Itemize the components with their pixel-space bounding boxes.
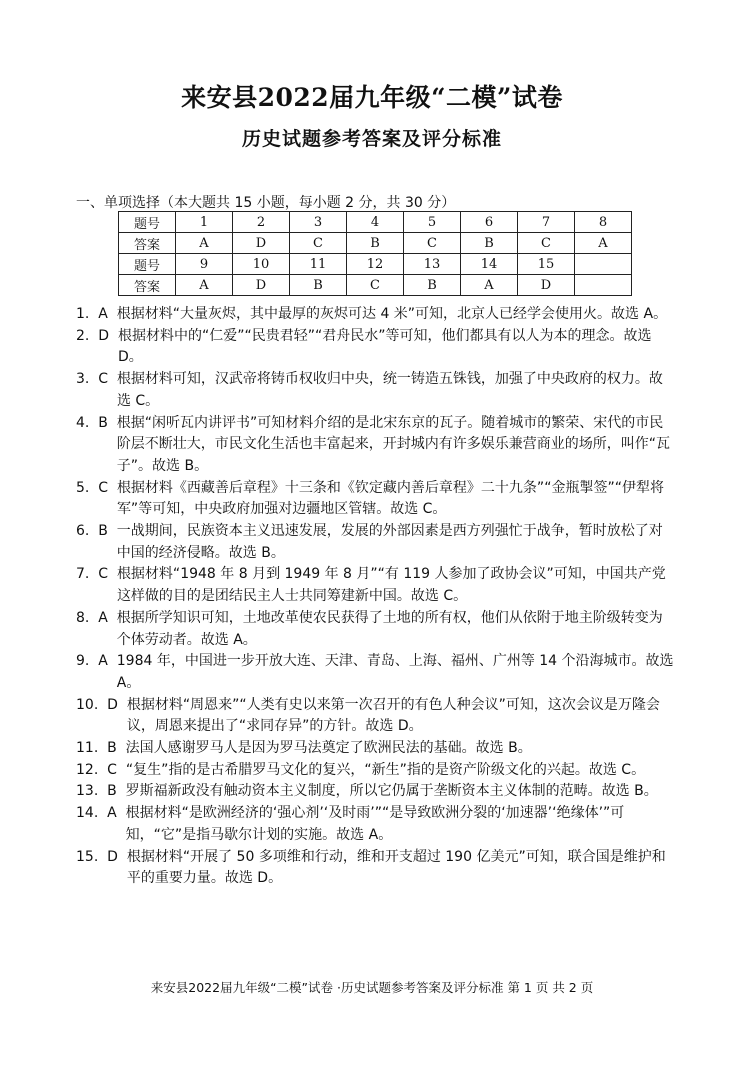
- answer-table-cell: [575, 275, 632, 296]
- page-footer: 来安县2022届九年级“二模”试卷 ·历史试题参考答案及评分标准 第 1 页 共 2 页: [150, 980, 594, 995]
- answer-item: [76, 803, 674, 846]
- answer-item-number: 13. B: [76, 783, 126, 800]
- answer-item-text: 根据材料“开展了 50 多项维和行动，维和开支超过 190 亿美元”可知，联合国是维护和平的重要力量。故选 D。: [126, 848, 666, 887]
- answer-item: [76, 326, 674, 369]
- answer-item-number: 15. D: [76, 848, 127, 865]
- answer-item: [76, 413, 674, 478]
- answer-item: [76, 738, 674, 760]
- answer-table-cell: D: [518, 275, 575, 296]
- answer-item-number: 6. B: [76, 523, 117, 540]
- answer-table-cell: B: [290, 275, 347, 296]
- answer-table-cell: 11: [290, 254, 347, 275]
- answer-table-cell: 13: [404, 254, 461, 275]
- answer-table-row-header: 题号: [119, 254, 176, 275]
- answer-item-number: 4. B: [76, 414, 117, 431]
- answer-table-cell: 12: [347, 254, 404, 275]
- answer-item-text: 根据材料“是欧洲经济的‘强心剂’‘及时雨’”“是导致欧洲分裂的‘加速器’‘绝缘体’”可知，“它”是指马歇尔计划的实施。故选 A。: [125, 805, 625, 843]
- answer-table-cell: 10: [233, 254, 290, 275]
- answer-item: [76, 564, 674, 607]
- answer-table-cell: A: [176, 233, 233, 254]
- answer-item-text: 根据材料“大量灰烬，其中最厚的灰烬可达 4 米”可知，北京人已经学会使用火。故选 A。: [116, 306, 668, 322]
- answer-table-cell: 2: [233, 212, 290, 233]
- answer-item-number: 2. D: [76, 327, 118, 344]
- answer-table-cell: D: [233, 275, 290, 296]
- answer-table-cell: 1: [176, 212, 233, 233]
- answer-table-cell: A: [461, 275, 518, 296]
- answer-table-cell: 4: [347, 212, 404, 233]
- answer-table-cell: 3: [290, 212, 347, 233]
- answer-table-row: [119, 212, 632, 233]
- answer-item-number: 3. C: [76, 371, 117, 388]
- answer-item: [76, 760, 674, 782]
- answer-table: [118, 211, 632, 296]
- answer-item-text: 根据“闲听瓦内讲评书”可知材料介绍的是北宋东京的瓦子。随着城市的繁荣、宋代的市民阶层不断壮大，市民文化生活也丰富起来，开封城内有许多娱乐兼营商业的场所，叫作“瓦子”。故选 B。: [116, 414, 671, 474]
- answer-item: [76, 847, 674, 890]
- answer-item-text: 根据所学知识可知，土地改革使农民获得了土地的所有权，他们从依附于地主阶级转变为个体劳动者。故选 A。: [116, 609, 663, 648]
- answer-item: [76, 369, 674, 412]
- answer-item-number: 7. C: [76, 566, 117, 583]
- answer-item-text: 根据材料可知，汉武帝将铸币权收归中央，统一铸造五铢钱，加强了中央政府的权力。故选 C。: [116, 371, 663, 409]
- answer-table-cell: B: [347, 233, 404, 254]
- answer-item-number: 8. A: [76, 609, 117, 626]
- answer-table-row: [119, 233, 632, 254]
- answer-item: [76, 608, 674, 651]
- answer-explanations: [76, 304, 674, 890]
- answer-table-row-header: 答案: [119, 233, 176, 254]
- answer-table-cell: C: [347, 275, 404, 296]
- answer-table-cell: D: [233, 233, 290, 254]
- answer-item: [76, 478, 674, 521]
- answer-table-cell: 9: [176, 254, 233, 275]
- answer-item-number: 14. A: [76, 805, 126, 822]
- answer-table-row-header: 题号: [119, 212, 176, 233]
- answer-table-cell: A: [176, 275, 233, 296]
- answer-table-cell: 7: [518, 212, 575, 233]
- answer-table-cell: C: [518, 233, 575, 254]
- section-heading: 一、单项选择（本大题共 15 小题，每小题 2 分，共 30 分）: [76, 195, 456, 211]
- answer-table-cell: 6: [461, 212, 518, 233]
- answer-item-text: 法国人感谢罗马人是因为罗马法奠定了欧洲民法的基础。故选 B。: [125, 740, 532, 757]
- answer-item-text: 罗斯福新政没有触动资本主义制度，所以它仍属于垄断资本主义体制的范畴。故选 B。: [125, 783, 658, 800]
- answer-table-cell: C: [290, 233, 347, 254]
- answer-table-row-header: 答案: [119, 275, 176, 296]
- answer-table-cell: [575, 254, 632, 275]
- answer-item: [76, 695, 674, 738]
- answer-item-number: 9. A: [76, 653, 117, 670]
- answer-item-number: 12. C: [76, 761, 126, 778]
- answer-item: [76, 521, 674, 564]
- answer-table-cell: C: [404, 233, 461, 254]
- answer-item-text: 根据材料《西藏善后章程》十三条和《钦定藏内善后章程》二十九条”“金瓶掣签”“伊犁将军”等可知，中央政府加强对边疆地区管辖。故选 C。: [116, 479, 664, 518]
- answer-table-cell: 15: [518, 254, 575, 275]
- answer-item-number: 1. A: [76, 306, 117, 322]
- answer-item-text: 一战期间，民族资本主义迅速发展，发展的外部因素是西方列强忙于战争，暂时放松了对中国的经济侵略。故选 B。: [116, 523, 663, 561]
- answer-item-number: 5. C: [76, 479, 117, 496]
- answer-item: [76, 304, 674, 326]
- answer-item-number: 11. B: [76, 740, 126, 757]
- answer-table-row: [119, 275, 632, 296]
- answer-table-cell: 5: [404, 212, 461, 233]
- answer-table-row: [119, 254, 632, 275]
- page-title: 来安县2022届九年级“二模”试卷: [181, 83, 563, 112]
- answer-item-text: 根据材料“周恩来”“人类有史以来第一次召开的有色人种会议”可知，这次会议是万隆会议，周恩来提出了“求同存异”的方针。故选 D。: [126, 696, 660, 735]
- answer-table-cell: A: [575, 233, 632, 254]
- answer-item: [76, 781, 674, 803]
- answer-item-text: 根据材料中的“仁爱”“民贵君轻”“君舟民水”等可知，他们都具有以人为本的理念。故选 D。: [117, 327, 652, 366]
- answer-item: [76, 651, 674, 694]
- answer-table-cell: B: [461, 233, 518, 254]
- answer-table-cell: B: [404, 275, 461, 296]
- answer-item-number: 10. D: [76, 696, 127, 713]
- page-subtitle: 历史试题参考答案及评分标准: [241, 128, 502, 150]
- answer-table-cell: 14: [461, 254, 518, 275]
- answer-item-text: 1984 年，中国进一步开放大连、天津、青岛、上海、福州、广州等 14 个沿海城市。故选 A。: [116, 653, 674, 691]
- answer-item-text: “复生”指的是古希腊罗马文化的复兴，“新生”指的是资产阶级文化的兴起。故选 C。: [125, 761, 646, 778]
- answer-item-text: 根据材料“1948 年 8 月到 1949 年 8 月”“有 119 人参加了政协会议”可知，中国共产党这样做的目的是团结民主人士共同筹建新中国。故选 C。: [116, 566, 666, 605]
- answer-table-cell: 8: [575, 212, 632, 233]
